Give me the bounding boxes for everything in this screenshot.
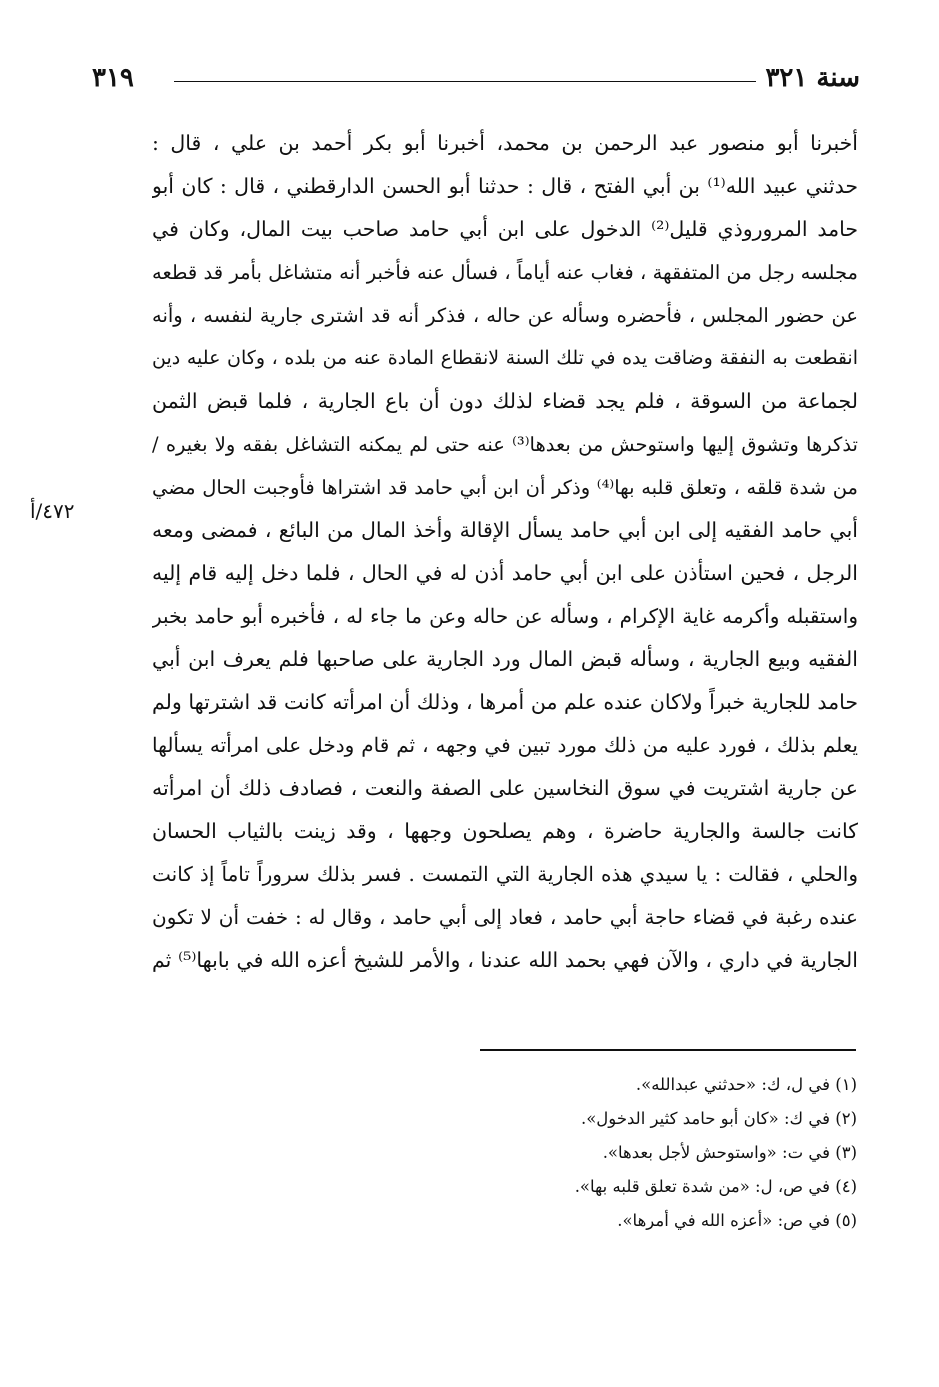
main-text (152, 122, 858, 982)
text-line: مجلسه رجل من المتفقهة ، فغاب عنه أياماً ، فسأل عنه فأخبر أنه متشاغل بأمر قد قطعه (152, 261, 858, 284)
text-line: من شدة قلقه ، وتعلق قلبه بها⁽⁴⁾ وذكر أن ابن أبي حامد قد اشتراها فأوجبت الحال مضي (152, 476, 858, 499)
footnotes (337, 1068, 857, 1238)
text-line: يعلم بذلك ، فورد عليه من ذلك مورد تبين في وجهه ، ثم قام ودخل على امرأته يسألها (152, 733, 858, 757)
page-number: ٣١٩ (92, 63, 134, 93)
text-line: الفقيه وبيع الجارية ، وسأله قبض المال ورد الجارية على صاحبها فلم يعرف ابن أبي (152, 647, 858, 671)
footnote: (١) في ل، ك: «حدثني عبدالله». (635, 1075, 857, 1094)
header-rule (174, 81, 756, 82)
text-line: الرجل ، فحين استأذن على ابن أبي حامد أذن له في الحال ، فلما دخل إليه قام إليه (152, 561, 858, 585)
footnote-separator (480, 1049, 856, 1051)
footnote: (٥) في ص: «أعزه الله في أمرها». (617, 1211, 857, 1230)
text-line: عن حضور المجلس ، فأحضره وسأله عن حاله ، فذكر أنه قد اشترى جارية لنفسه ، وأنه (152, 304, 858, 327)
text-line: حامد المروروذي قليل⁽²⁾ الدخول على ابن أبي حامد صاحب بيت المال، وكان في (152, 217, 858, 241)
text-line: أخبرنا أبو منصور عبد الرحمن بن محمد، أخبرنا أبو بكر أحمد بن علي ، قال : (152, 131, 858, 155)
running-header (92, 58, 860, 98)
text-line: عن جارية اشتريت في سوق النخاسين على الصفة والنعت ، فصادف ذلك أن امرأته (152, 776, 858, 800)
manuscript-folio-marker: ٤٧٢/أ (30, 499, 75, 523)
footnote: (٢) في ك: «كان أبو حامد كثير الدخول». (580, 1109, 857, 1128)
text-line: أبي حامد الفقيه إلى ابن أبي حامد يسأل الإقالة وأخذ المال من البائع ، فمضى ومعه (152, 518, 858, 542)
footnote: (٣) في ت: «واستوحش لأجل بعدها». (602, 1143, 857, 1162)
text-line: انقطعت به النفقة وضاقت يده في تلك السنة لانقطاع المادة عنه من بلده ، وكان عليه دين (152, 347, 858, 369)
text-line: حدثني عبيد الله⁽¹⁾ بن أبي الفتح ، قال : حدثنا أبو الحسن الدارقطني ، قال : كان أبو (152, 174, 858, 198)
text-line: حامد للجارية خبراً ولاكان عنده علم من أمرها ، وذلك أن امرأته كانت قد اشترتها ولم (152, 690, 858, 714)
text-line: كانت جالسة والجارية حاضرة ، وهم يصلحون وجهها ، وقد زينت بالثياب الحسان (152, 819, 858, 843)
text-line: والحلي ، فقالت : يا سيدي هذه الجارية التي التمست . فسر بذلك سروراً تاماً إذ كانت (152, 862, 858, 886)
footnote: (٤) في ص، ل: «من شدة تعلق قلبه بها». (574, 1177, 857, 1196)
text-line: الجارية في داري ، والآن فهي بحمد الله عندنا ، والأمر للشيخ أعزه الله في بابها⁽⁵⁾ ثم (152, 948, 858, 972)
text-line: عنده رغبة في قضاء حاجة أبي حامد ، فعاد إلى أبي حامد ، وقال له : خفت أن لا تكون (152, 905, 858, 929)
text-line: واستقبله وأكرمه غاية الإكرام ، وسأله عن حاله وعن ما جاء له ، فأخبره أبو حامد بخبر (152, 604, 858, 628)
text-line: تذكرها وتشوق إليها واستوحش من بعدها⁽³⁾ عنه حتى لم يمكنه التشاغل بفقه ولا بغيره / (152, 433, 858, 456)
text-line: لجماعة من السوقة ، فلم يجد قضاء لذلك دون أن باع الجارية ، فلما قبض الثمن (152, 389, 858, 413)
header-year: سنة ٣٢١ (765, 63, 860, 93)
